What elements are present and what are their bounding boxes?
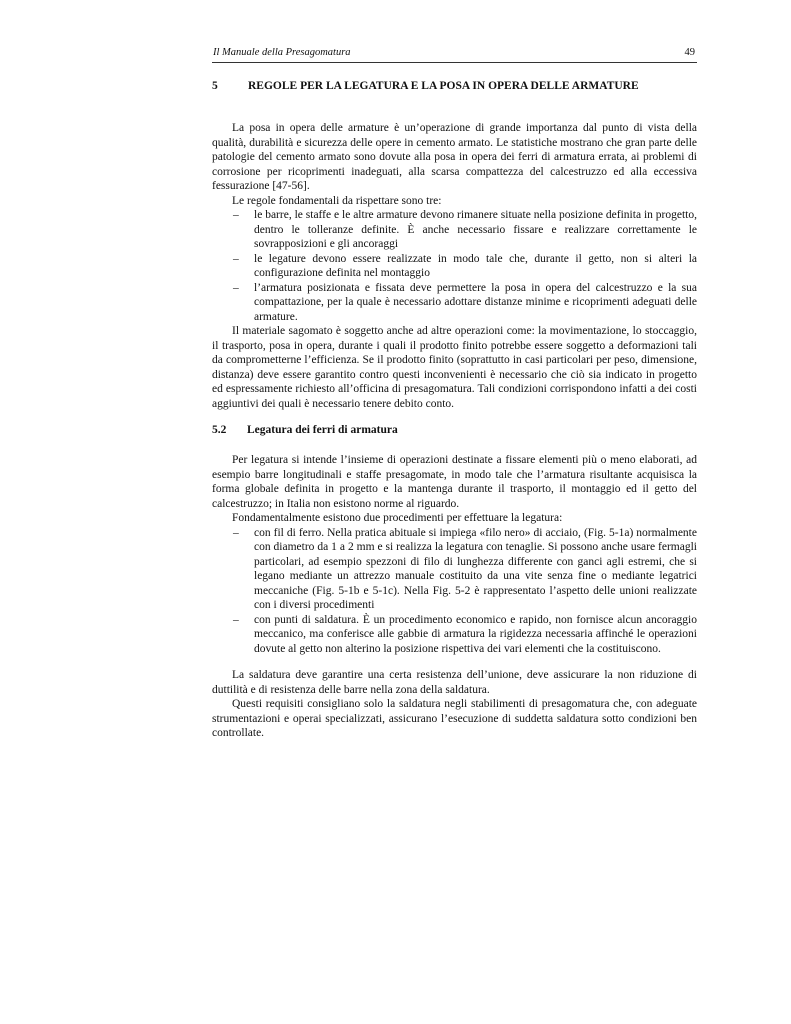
procedures-list <box>212 526 697 657</box>
section-heading <box>212 423 697 437</box>
intro-paragraph-1: La posa in opera delle armature è un’operazione di grande importanza dal punto di vista della qualità, durabilità e sicurezza delle opere in cemento armato. Le statistiche mostrano che gran parte delle patologie del cemento armato sono dovute alla posa in opera dei ferri di armatura errata, ai problemi di corrosione per ricoprimenti inadeguati, alla scarsa compattezza del calcestruzzo ed alla eccessiva fessurazione [47-56]. <box>212 122 697 192</box>
list-item <box>212 281 697 325</box>
intro-paragraph-2: Il materiale sagomato è soggetto anche ad altre operazioni come: la movimentazione, lo stoccaggio, il trasporto, posa in opera, durante i quali il prodotto finito potrebbe essere soggetto a deformazioni tali da comprometterne l’efficienza. Se il prodotto finito (soprattutto in casi particolari per peso, dimensione, distanza) deve essere garantito contro questi inconvenienti è necessario che ciò sia indicato in progetto ed espressamente richiesto all’officina di presagomatura. Tali condizioni corrispondono infatti a dei costi aggiuntivi dei quali è necessario tenere debito conto. <box>212 325 697 410</box>
list-item <box>212 252 697 281</box>
procedures-intro: Fondamentalmente esistono due procedimenti per effettuare la legatura: <box>232 512 563 524</box>
section-paragraph-3: Questi requisiti consigliano solo la saldatura negli stabilimenti di presagomatura che, con adeguate strumentazioni e operai specializzati, assicurano l’esecuzione di suddetta saldatura sotto condizioni ben controllate. <box>212 698 697 739</box>
chapter-heading <box>212 79 697 93</box>
section-paragraph-2: La saldatura deve garantire una certa resistenza dell’unione, deve assicurare la non riduzione di duttilità e di resistenza delle barre nella zona della saldatura. <box>212 669 697 696</box>
running-header <box>212 44 697 63</box>
rules-intro: Le regole fondamentali da rispettare sono tre: <box>232 194 442 207</box>
dash-bullet: – <box>233 526 239 539</box>
list-item <box>212 613 697 657</box>
rule-text: l’armatura posizionata e fissata deve permettere la posa in opera del calcestruzzo e la sua compattazione, per la quale è necessario adottare distanze minime e ricoprimenti adeguati delle armature. <box>254 281 697 323</box>
document-page <box>212 44 697 741</box>
procedure-text: con fil di ferro. Nella pratica abituale si impiega «filo nero» di acciaio, (Fig. 5-1a) normalmente con diametro da 1 a 2 mm e si realizza la legatura con tenaglie. Si possono anche usare fermagli particolari, ad esempio spezzoni di filo di lunghezza differente con ganci agli estremi, che si legano mediante un attrezzo manuale costituito da una vite senza fine o mediante legatrici meccaniche (Fig. 5-1b e 5-1c). Nella Fig. 5-2 è rappresentato l’aspetto delle unioni realizzate con i diversi procedimenti <box>254 526 697 611</box>
list-item <box>212 526 697 613</box>
page-number: 49 <box>684 47 695 58</box>
rule-text: le legature devono essere realizzate in modo tale che, durante il getto, non si alteri la configurazione definita nel montaggio <box>254 252 697 279</box>
dash-bullet: – <box>233 209 239 221</box>
section-title: Legatura dei ferri di armatura <box>247 424 398 436</box>
rules-list <box>212 208 697 324</box>
dash-bullet: – <box>233 281 239 294</box>
dash-bullet: – <box>233 613 239 626</box>
dash-bullet: – <box>233 252 239 265</box>
running-title: Il Manuale della Presagomatura <box>213 47 351 58</box>
rule-text: le barre, le staffe e le altre armature devono rimanere situate nella posizione definita in progetto, dentro le tolleranze definite. È anche necessario fissare e realizzare correttamente le sovrapposizioni e gli ancoraggi <box>254 209 697 250</box>
section-number: 5.2 <box>212 424 227 436</box>
section-paragraph-1: Per legatura si intende l’insieme di operazioni destinate a fissare elementi più o meno elaborati, ad esempio barre longitudinali e staffe presagomate, in modo tale che l’armatura risultante acquisisca la forma globale definita in progetto e la mantenga durante il trasporto, il montaggio ed il getto del calcestruzzo; in Italia non esistono norme al riguardo. <box>212 454 697 510</box>
list-item <box>212 208 697 252</box>
chapter-number: 5 <box>212 80 218 92</box>
procedure-text: con punti di saldatura. È un procedimento economico e rapido, non fornisce alcun ancoraggio meccanico, ma conferisce alle gabbie di armatura la rigidezza necessaria affinché le operazioni dovute al getto non alterino la posizione rispettiva dei vari elementi che la costituiscono. <box>254 613 697 655</box>
chapter-title: REGOLE PER LA LEGATURA E LA POSA IN OPERA DELLE ARMATURE <box>248 80 639 92</box>
